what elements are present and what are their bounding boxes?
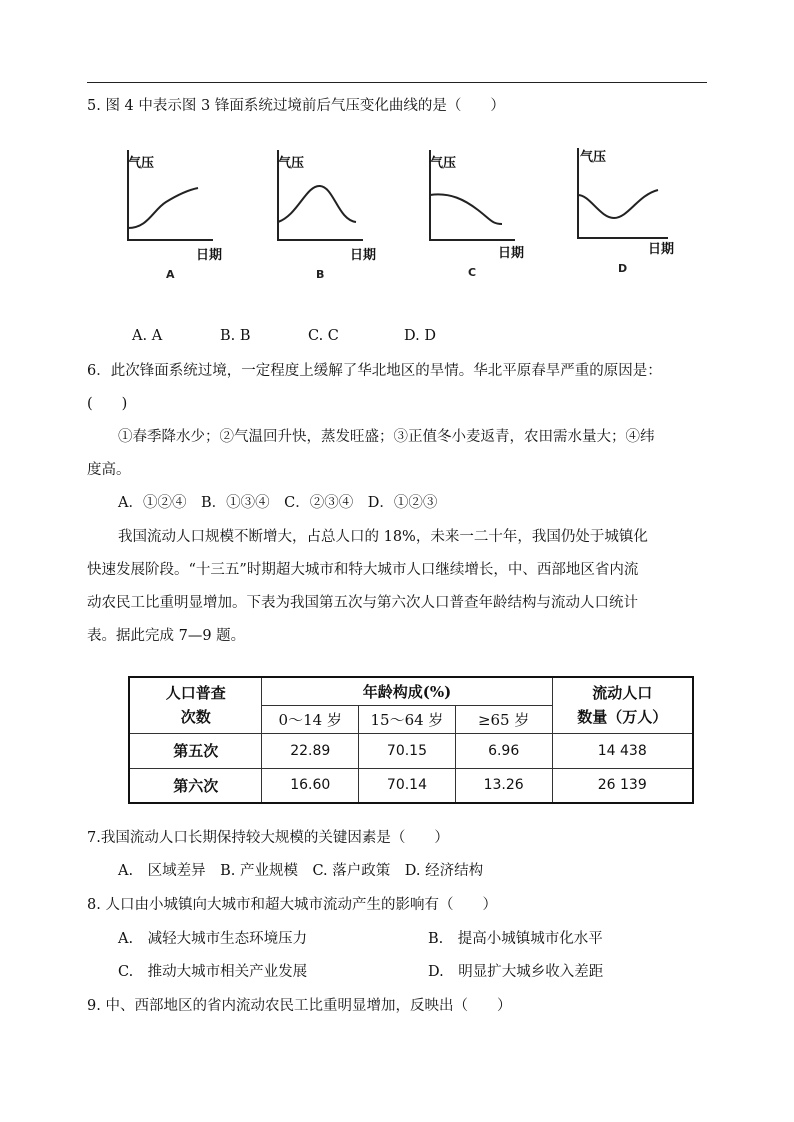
q8-option-b: B. 提高小城镇城市化水平 <box>428 931 603 947</box>
cell-migrant: 14 438 <box>552 733 693 768</box>
header-age-15-64: 15～64 岁 <box>359 705 456 733</box>
graph-d-ylabel: 气压 <box>580 150 607 165</box>
q8-option-c: C. 推动大城市相关产业发展 <box>118 964 308 980</box>
graph-a-xlabel: 日期 <box>196 248 223 263</box>
graph-d-curve <box>578 190 658 218</box>
cell-age-65: 13.26 <box>455 768 552 803</box>
q7-options: A. 区域差异 B. 产业规模 C. 落户政策 D. 经济结构 <box>118 863 484 879</box>
q5-option-d: D. D <box>404 328 436 344</box>
q6-body-2: 度高。 <box>87 462 131 478</box>
graph-c-letter: C <box>468 266 477 279</box>
cell-age-15-64: 70.15 <box>359 733 456 768</box>
q8-option-d: D. 明显扩大城乡收入差距 <box>428 964 604 980</box>
q6-options: A．①②④ B．①③④ C．②③④ D．①②③ <box>118 495 438 511</box>
q7-stem: 7.我国流动人口长期保持较大规模的关键因素是（ ） <box>87 830 449 846</box>
graph-a-curve <box>128 188 198 228</box>
q5-option-b: B. B <box>220 328 251 344</box>
header-age-65: ≥65 岁 <box>455 705 552 733</box>
header-age: 年龄构成(%) <box>262 677 552 705</box>
cell-migrant: 26 139 <box>552 768 693 803</box>
q6-stem-2: ( ) <box>87 396 128 412</box>
header-migrant-line-2: 数量（万人） <box>577 708 668 727</box>
q6-body-1: ①春季降水少；②气温回升快，蒸发旺盛；③正值冬小麦返青，农田需水量大；④纬 <box>118 429 655 445</box>
graph-b-letter: B <box>316 268 325 281</box>
cell-age-0-14: 16.60 <box>262 768 359 803</box>
graph-b-curve <box>278 186 356 222</box>
row-name: 第五次 <box>129 733 262 768</box>
graph-a-ylabel: 气压 <box>128 156 155 171</box>
header-rule <box>87 82 707 83</box>
header-migrant <box>552 677 693 733</box>
row-name: 第六次 <box>129 768 262 803</box>
graph-b-xlabel: 日期 <box>350 248 377 263</box>
passage-line-1: 我国流动人口规模不断增大，占总人口的 18%，未来一二十年，我国仍处于城镇化 <box>118 529 648 545</box>
cell-age-15-64: 70.14 <box>359 768 456 803</box>
q5-option-a: A. A <box>132 328 163 344</box>
graph-b-ylabel: 气压 <box>278 156 305 171</box>
q8-stem: 8. 人口由小城镇向大城市和超大城市流动产生的影响有（ ） <box>87 897 497 913</box>
passage-line-4: 表。据此完成 7—9 题。 <box>87 628 246 644</box>
header-census-line-2: 次数 <box>180 708 211 727</box>
header-census-line-1: 人口普查 <box>165 684 226 703</box>
table-row <box>129 768 693 803</box>
graph-c-ylabel: 气压 <box>430 156 457 171</box>
graph-c-xlabel: 日期 <box>498 246 525 261</box>
graph-a-letter: A <box>166 268 175 281</box>
header-migrant-line-1: 流动人口 <box>592 684 653 703</box>
graph-a <box>118 140 248 290</box>
q6-stem-1: 6．此次锋面系统过境，一定程度上缓解了华北地区的旱情。华北平原春旱严重的原因是： <box>87 363 662 379</box>
graph-d <box>568 140 698 290</box>
graph-b <box>268 140 398 290</box>
graph-d-xlabel: 日期 <box>648 242 675 257</box>
graph-c <box>420 140 550 290</box>
graph-d-letter: D <box>618 262 628 275</box>
q8-option-a: A. 减轻大城市生态环境压力 <box>118 931 308 947</box>
passage-line-2: 快速发展阶段。“十三五”时期超大城市和特大城市人口继续增长，中、西部地区省内流 <box>87 562 639 578</box>
q5-stem: 5. 图 4 中表示图 3 锋面系统过境前后气压变化曲线的是（ ） <box>87 98 505 114</box>
q5-option-c: C. C <box>308 328 339 344</box>
header-census <box>129 677 262 733</box>
header-age-0-14: 0～14 岁 <box>262 705 359 733</box>
graph-c-curve <box>430 194 502 224</box>
cell-age-65: 6.96 <box>455 733 552 768</box>
q9-stem: 9. 中、西部地区的省内流动农民工比重明显增加，反映出（ ） <box>87 998 512 1014</box>
passage-line-3: 动农民工比重明显增加。下表为我国第五次与第六次人口普查年龄结构与流动人口统计 <box>87 595 638 611</box>
cell-age-0-14: 22.89 <box>262 733 359 768</box>
census-table <box>128 676 694 804</box>
table-row <box>129 733 693 768</box>
